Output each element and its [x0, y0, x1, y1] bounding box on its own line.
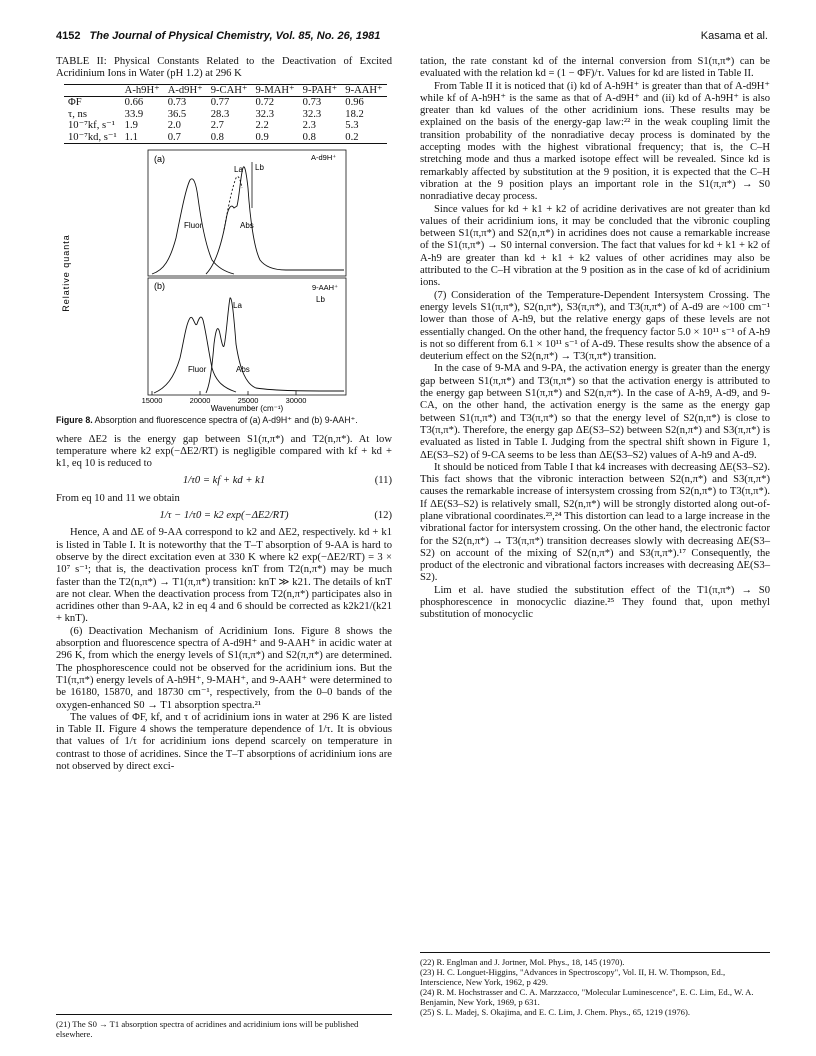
table-cell: 0.72 [255, 97, 275, 109]
table-cell: 2.7 [210, 120, 224, 132]
panel-b-compound: 9-AAH⁺ [312, 283, 339, 293]
row-label: 10⁻⁷kd, s⁻¹ [64, 132, 121, 144]
table-cell: 0.96 [345, 97, 364, 109]
footnotes-right [420, 952, 770, 1017]
paragraph: tation, the rate constant kd of the internal conversion from S1(π,π*) can be evaluated with the relation kd = (1 − ΦF)/τ. Values for kd are listed in Table II. [420, 56, 770, 80]
panel-a-lb-label: Lb [255, 163, 264, 173]
row-label: τ, ns [68, 108, 87, 120]
footnote: (25) S. L. Madej, S. Okajima, and E. C. Lim, J. Chem. Phys., 65, 1219 (1976). [420, 1007, 690, 1017]
footnote: (22) R. Englman and J. Jortner, Mol. Phys., 18, 145 (1970). [420, 957, 625, 967]
panel-a-abs-label: Abs [240, 221, 254, 231]
table-cell: 0.7 [164, 132, 207, 144]
x-axis-label: Wavenumber (cm⁻¹) [210, 404, 284, 414]
table-cell: 0.2 [341, 132, 386, 144]
figure-8 [56, 148, 392, 413]
paragraph: From Table II it is noticed that (i) kd of A-h9H⁺ is greater than that of A-d9H⁺ while kf of A-h9H⁺ is the same as that of A-d9H⁺ and (ii) kd of A-h9H⁺ is also greater than kd values of the other acridinium ions. These results may be explained on the basis of the energy-gap law:²² in the weak coupling limit the transition probability of the nonradiative decay process is dominated by the accepting modes with the highest vibrational frequency; that is, the C–H stretching mode and thus a marked isotope effect will be revealed. Since kd is remarkably affected by substitution at the 9 position, it is expected that the C–H vibration at the 9 position plays an important role in the S1(π,π*) → S0 nonradiative decay process. [420, 80, 770, 203]
figure-caption: Figure 8. Absorption and fluorescence spectra of (a) A-d9H⁺ and (b) 9-AAH⁺. [56, 415, 358, 426]
table-cell: 28.3 [210, 108, 230, 120]
page-header [56, 30, 768, 46]
table-cell: 5.3 [345, 120, 359, 132]
x-tick-label: 20000 [189, 396, 211, 406]
column-header: A-d9H⁺ [164, 84, 207, 97]
row-label: ΦF [68, 97, 82, 109]
paragraph: In the case of 9-MA and 9-PA, the activation energy is greater than the energy gap between S1(π,π*) and T3(π,π*) so that the activation energy is attributed to the energy gap between S1(π,π*) and S2(n,π*). In the case of A-h9, A-d9, and 9-CA, on the other hand, the activation energy is the same as the energy gap between S1(π,π*) and T3(π,π*) so that the energy level of S2(n,π*) is close to T3(π,π*). Therefore, the energy gap ΔE(S3–S2) between S2(n,π*) and S3(π,π*) is evaluated as listed in Table I. Judging from the spectral shift shown in Figure 1, ΔE(S3–S2) of 9-CA seems to be less than ΔE(S3–S2) values of A-h9 and A-d9. [420, 363, 770, 461]
footnote: (23) H. C. Longuet-Higgins, "Advances in Spectroscopy", Vol. II, H. W. Thompson, Ed., Interscience, New York, 1962, p 429. [420, 967, 726, 987]
table-ii [64, 84, 387, 145]
paragraph: where ΔE2 is the energy gap between S1(π,π*) and T2(n,π*). At low temperature where k2 exp(−ΔE2/RT) is negligible compared with kf + kd + k1, eq 10 is reduced to [56, 433, 392, 470]
table-cell: 2.3 [302, 120, 316, 132]
table-cell: 18.2 [345, 108, 364, 120]
paragraph: From eq 10 and 11 we obtain [56, 492, 180, 504]
panel-b-la-label: La [233, 301, 242, 311]
running-authors: Kasama et al. [700, 30, 768, 42]
row-label: 10⁻⁷kf, s⁻¹ [68, 120, 115, 132]
x-tick-label: 15000 [141, 396, 163, 406]
page-number: 4152 [56, 30, 81, 42]
table-cell: 0.73 [167, 97, 187, 109]
panel-a-abs-curve [206, 167, 344, 274]
paragraph: Hence, A and ΔE of 9-AA correspond to k2 and ΔE2, respectively. kd + k1 is listed in Table I. It is noteworthy that the T–T absorption of 9-AA is hard to observe by the direct excitation even at 330 K where k2 exp(−ΔE2/RT) = 3 × 10⁷ s⁻¹; that is, the deactivation process knT from T2(n,π*) may be much faster than the T2(n,π*) → T1(π,π*) transition: knT ≫ k21. The details of knT are not clear. When the deactivation process from T2(n,π*) participates also in acridines other than 9-AA, k2 in eq 4 and 6 should be corrected as k2k21/(k21 + knT). [56, 527, 392, 625]
table-caption: TABLE II: Physical Constants Related to the Deactivation of Excited Acridinium Ions in Water (pH 1.2) at 296 K [56, 56, 392, 80]
equation-12: 1/τ − 1/τ0 = k2 exp(−ΔE2/RT) (12) [159, 510, 392, 522]
table-row [64, 97, 387, 109]
table-cell: 32.3 [302, 108, 322, 120]
table-row [64, 132, 387, 144]
panel-a-compound: A-d9H⁺ [311, 153, 337, 163]
panel-b-abs-curve [206, 298, 344, 393]
panel-b-lb-label: Lb [316, 295, 325, 305]
footnotes-left [56, 1014, 392, 1039]
paragraph: The values of ΦF, kf, and τ of acridinium ions in water at 296 K are listed in Table II. Figure 4 shows the temperature dependence of 1/τ. It is obvious that values of 1/τ for acridinium ions depend scarcely on temperature in contrast to those of acridines. Since the T–T absorptions of acridinium ions are not observed by direct exci- [56, 711, 392, 773]
panel-a-label: (a) [154, 154, 165, 165]
table-cell: 2.2 [255, 120, 269, 132]
x-tick-label: 30000 [285, 396, 307, 406]
paragraph: (7) Consideration of the Temperature-Dependent Intersystem Crossing. The energy levels S1(π,π*), S2(n,π*), S3(π,π*), and T3(π,π*) of A-d9 are ~100 cm⁻¹ lower than those of A-h9, but the relative energy gaps of these levels are not essentially changed. On the other hand, the frequency factor 5.0 × 10¹¹ s⁻¹ of A-h9 is not so different from 6.1 × 10¹¹ s⁻¹ of A-d9. These results show the absence of a deuterium effect on the S2(n,π*) → T3(π,π*) transition. [420, 289, 770, 363]
panel-a-fluor-label: Fluor [184, 221, 203, 231]
right-column [420, 56, 770, 622]
paragraph: (6) Deactivation Mechanism of Acridinium Ions. Figure 8 shows the absorption and fluorescence spectra of A-d9H⁺ and 9-AAH⁺ in acidic water at 296 K, from which the energy levels of S1(π,π*) and S2(π,π*) are determined. The phosphorescence could not be observed for the acridinium ions. But the T1(π,π*) energy levels of A-h9H⁺, 9-MAH⁺, and 9-AAH⁺ were determined to be 16180, 15870, and 18730 cm⁻¹, respectively, from the 0–0 bands of the oxygen-enhanced S0 → T1 absorption spectra.²¹ [56, 625, 392, 711]
panel-a-la-label: La [234, 165, 243, 175]
table-cell: 36.5 [167, 108, 187, 120]
paragraph: It should be noticed from Table I that k4 increases with decreasing ΔE(S3–S2). This fact shows that the vibronic interaction between S2(n,π*) and S3(π,π*) causes the remarkable increase of intersystem crossing from S2(n,π*) to T3(π,π*). If ΔE(S3–S2) is relatively small, S2(n,π*) will be strongly distorted along out-of-plane vibrational coordinates.²³,²⁴ This distortion can lead to a large increase in the vibrational factor for intersystem crossing. On the other hand, the electronic factor for the S2(n,π*) → T3(π,π*) transition decreases slowly with decreasing ΔE(S3–S2) on account of the mixing of S2(n,π*) and S3(π,π*).¹⁷ Consequently, the product of the electronic and vibrational factors increases with decreasing ΔE(S3–S2). [420, 461, 770, 584]
table-cell: 0.8 [299, 132, 342, 144]
equation-11: 1/τ0 = kf + kd + k1 (11) [182, 475, 392, 487]
table-cell: 0.73 [302, 97, 322, 109]
left-column [56, 56, 392, 773]
column-header: A-h9H⁺ [121, 84, 164, 97]
panel-b-label: (b) [154, 281, 165, 292]
table-cell: 0.9 [252, 132, 299, 144]
paragraph: Lim et al. have studied the substitution effect of the T1(π,π*) → S0 phosphorescence in monocyclic diazine.²⁵ They found that, upon methyl substitution of monocyclic [420, 584, 770, 621]
column-header: 9-PAH⁺ [299, 84, 342, 97]
table-row [64, 120, 387, 132]
footnote: (21) The S0 → T1 absorption spectra of acridines and acridinium ions will be published elsewhere. [56, 1019, 359, 1039]
panel-b-abs-label: Abs [236, 365, 250, 375]
table-cell: 1.1 [121, 132, 164, 144]
table-cell: 0.8 [207, 132, 252, 144]
table-cell: 0.66 [124, 97, 144, 109]
x-tick-label: 25000 [237, 396, 259, 406]
table-cell: 0.77 [210, 97, 230, 109]
spectra-plot [56, 148, 392, 413]
table-cell: 32.3 [255, 108, 275, 120]
table-corner [64, 84, 121, 97]
panel-b-fluor-label: Fluor [188, 365, 207, 375]
journal-name: The Journal of Physical Chemistry, Vol. 85, No. 26, 1981 [89, 30, 381, 42]
column-header: 9-CAH⁺ [207, 84, 252, 97]
table-row [64, 109, 387, 121]
column-header: 9-MAH⁺ [252, 84, 299, 97]
table-cell: 2.0 [167, 120, 181, 132]
column-header: 9-AAH⁺ [341, 84, 386, 97]
panel-a-frame [148, 150, 346, 276]
table-cell: 1.9 [124, 120, 138, 132]
panel-b-fluor-curve [154, 317, 236, 393]
table-cell: 33.9 [124, 108, 144, 120]
y-axis-label: Relative quanta [61, 234, 71, 312]
paragraph: Since values for kd + k1 + k2 of acridine derivatives are not greater than kd values of their acridinium ions, it may be concluded that the vibronic coupling between S1(π,π*) and S2(n,π*) in acridines does not cause a remarkable increase of the S1(π,π*) → S0 internal conversion. The fact that values for kd + k1 + k2 of A-h9 are greater than kd + k1 + k2 values of other acridines may also be attributed to the C–H vibration at the 9 position as in the case of kd of acridinium ions. [420, 203, 770, 289]
footnote: (24) R. M. Hochstrasser and C. A. Marzzacco, "Molecular Luminescence", E. C. Lim, Ed., W. A. Benjamin, New York, 1969, p 631. [420, 987, 754, 1007]
